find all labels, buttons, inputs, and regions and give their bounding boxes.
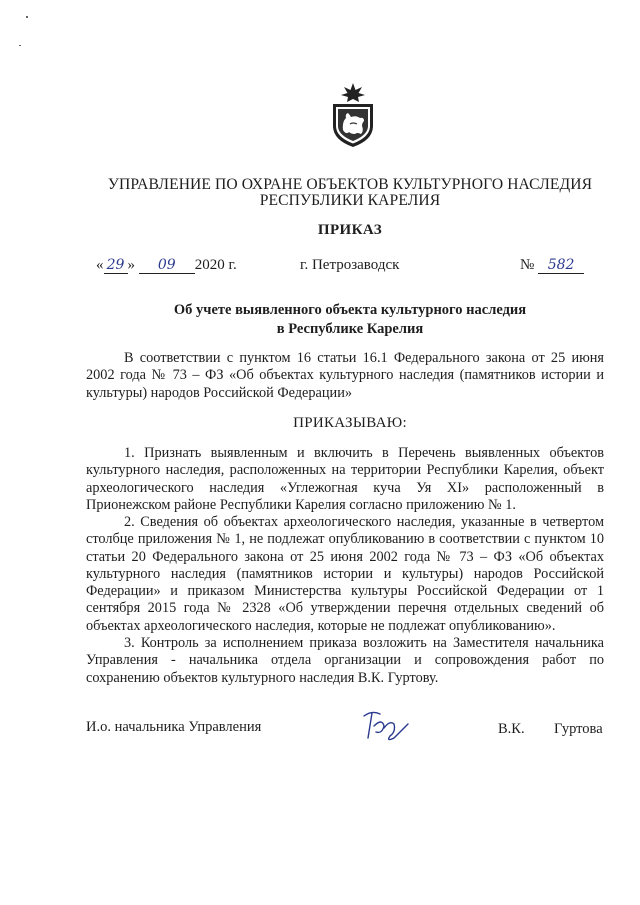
date-open-quote: « — [96, 257, 104, 273]
signatory-surname: Гуртова — [554, 721, 603, 737]
preamble-paragraph: В соответствии с пунктом 16 статьи 16.1 Федерального закона от 25 июня 2002 года № 73 – ФЗ «Об объектах культурного наследия (памятников истории и культуры) народов Российской Федерации» — [86, 350, 604, 401]
order-number-handwritten: 582 — [547, 257, 575, 273]
coat-of-arms-emblem — [329, 82, 377, 148]
organization-name-line1: УПРАВЛЕНИЕ ПО ОХРАНЕ ОБЪЕКТОВ КУЛЬТУРНОГО НАСЛЕДИЯ — [107, 176, 593, 193]
scan-speck — [26, 16, 28, 18]
handwritten-signature — [360, 708, 410, 746]
order-word: ПРИКАЗЫВАЮ: — [293, 415, 407, 431]
subject-line2: в Республике Карелия — [276, 321, 424, 337]
organization-name-line2: РЕСПУБЛИКИ КАРЕЛИЯ — [259, 192, 441, 209]
date-month-handwritten: 09 — [157, 257, 176, 273]
date-day-handwritten: 29 — [106, 257, 125, 273]
clause-2: 2. Сведения об объектах археологического наследия, указанные в четвертом столбце приложения № 1, не подлежат опубликованию в соответствии с пунктом 10 статьи 20 Федерального закона от 25 июня 2002 года № 73 – ФЗ «Об объектах культурного наследия (памятников истории и культуры) народов Российской Федерации» и приказом Министерства культуры Российской Федерации от 1 сентября 2015 года № 2328 «Об утверждении перечня отдельных сведений об объектах археологического наследия, которые не подлежат опубликованию». — [86, 514, 604, 634]
scan-speck — [19, 45, 21, 46]
date-month-field — [139, 257, 195, 274]
order-number-label: № — [520, 257, 535, 273]
date-line — [96, 256, 237, 274]
document-type-title: ПРИКАЗ — [317, 222, 383, 238]
date-day-field — [104, 257, 128, 274]
order-number-field — [538, 257, 584, 274]
subject-line1: Об учете выявленного объекта культурного наследия — [173, 302, 527, 318]
signatory-initials: В.К. — [498, 721, 525, 737]
document-subject — [150, 301, 550, 339]
clause-1: 1. Признать выявленным и включить в Перечень выявленных объектов культурного наследия, расположенных на территории Республики Карелия, объект археологического наследия «Углежогная куча Уя XI» расположенный в Прионежском районе Республики Карелия согласно приложению № 1. — [86, 445, 604, 513]
clause-3: 3. Контроль за исполнением приказа возложить на Заместителя начальника Управления - начальника отдела организации и сопровождения работ по сохранению объектов культурного наследия В.К. Гуртову. — [86, 635, 604, 686]
city: г. Петрозаводск — [300, 257, 400, 273]
order-number — [520, 256, 584, 274]
date-year: 2020 г. — [194, 257, 237, 273]
date-close-quote: » — [127, 257, 135, 273]
signatory-position: И.о. начальника Управления — [86, 719, 262, 735]
